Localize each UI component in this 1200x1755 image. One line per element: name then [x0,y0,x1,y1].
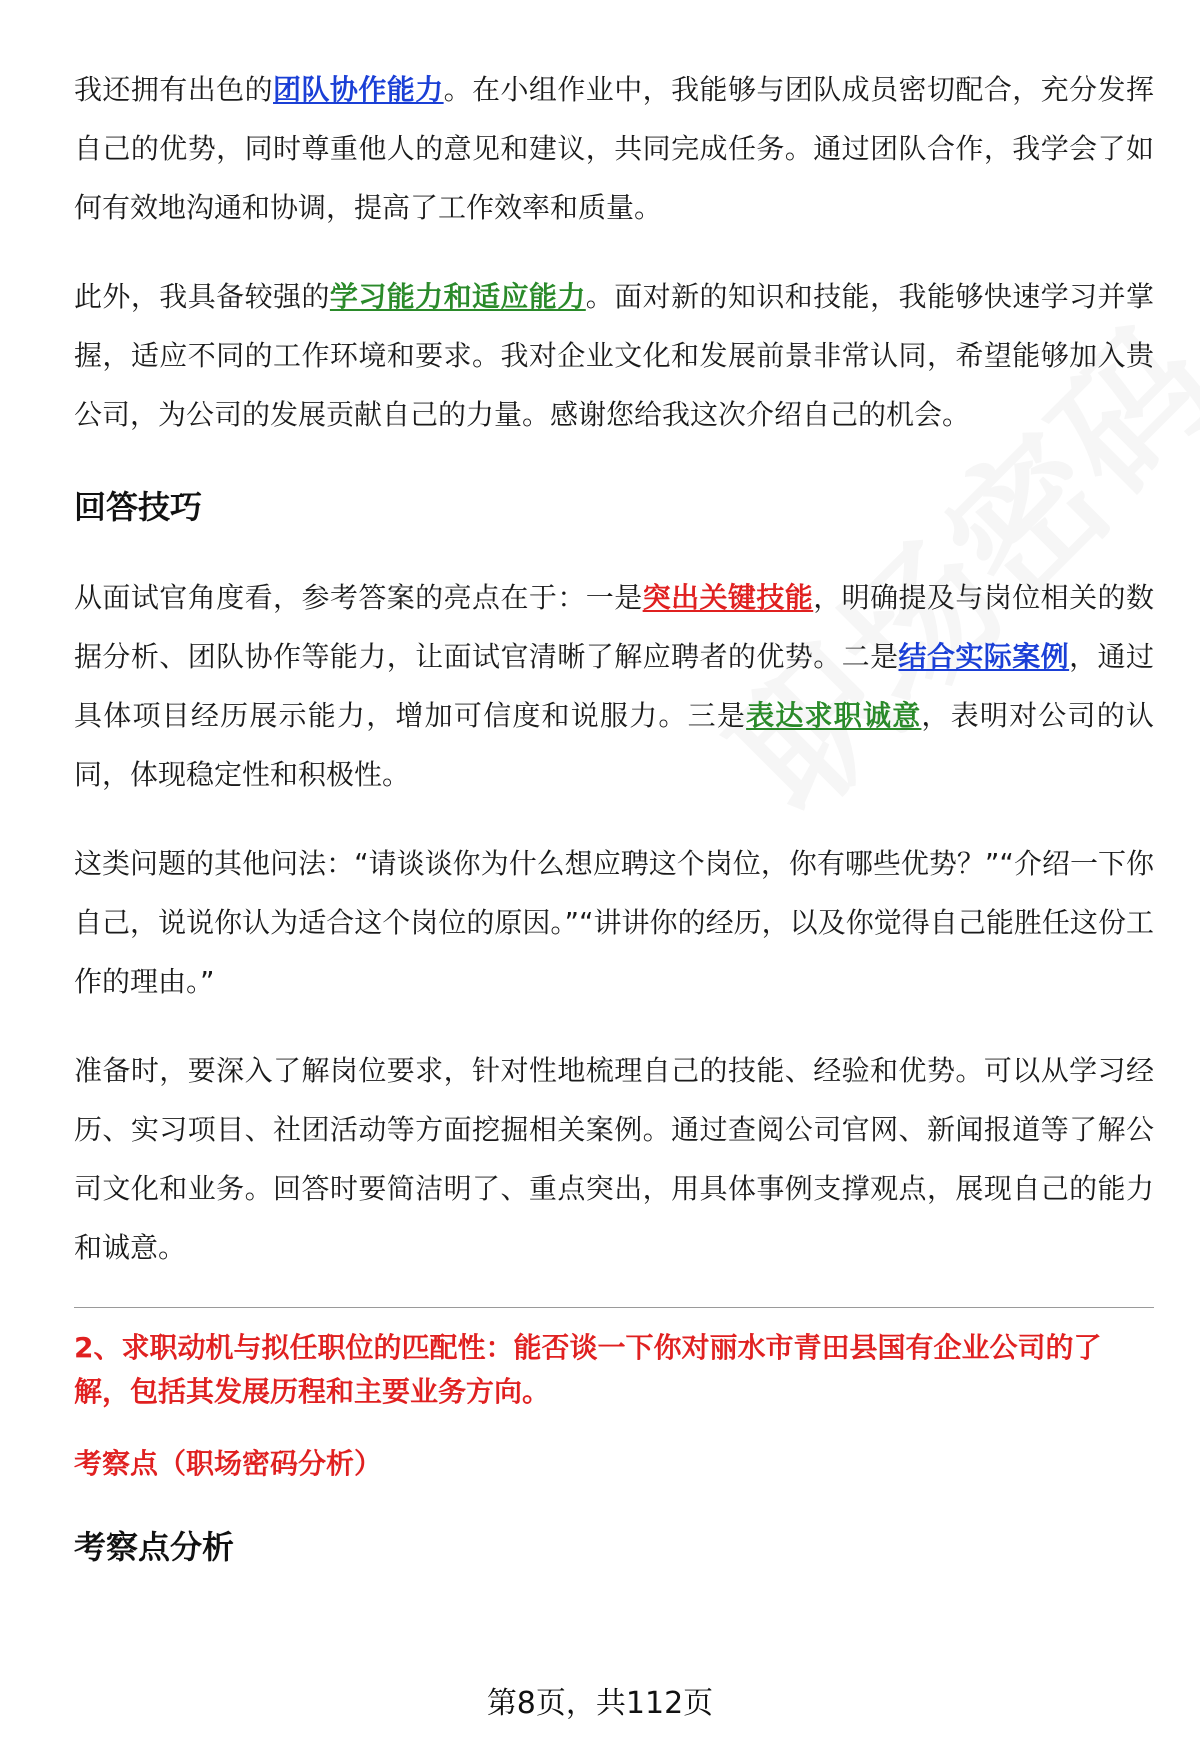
paragraph-text: 我还拥有出色的 [74,73,274,106]
paragraph-preparation: 准备时，要深入了解岗位要求，针对性地梳理自己的技能、经验和优势。可以从学习经历、实习项目、社团活动等方面挖掘相关案例。通过查阅公司官网、新闻报道等了解公司文化和业务。回答时要简洁明了、重点突出，用具体事例支撑观点，展现自己的能力和诚意。 [74,1054,1154,1264]
highlight-key-skills: 突出关键技能 [642,581,814,614]
highlight-real-cases: 结合实际案例 [898,640,1070,673]
page-number: 第8页，共112页 [486,1686,714,1721]
question-title: 2、求职动机与拟任职位的匹配性：能否谈一下你对丽水市青田县国有企业公司的了解，包括其发展历程和主要业务方向。 [74,1331,1102,1408]
paragraph-text: 。在小组作业中，我能够与团队成员密切配合，充分发挥自己的优势，同时尊重他人的意见和建议，共同完成任务。通过团队合作，我学会了如何有效地沟通和协调，提高了工作效率和质量。 [74,73,1154,224]
paragraph-teamwork [74,60,1154,237]
divider [74,1307,1154,1308]
paragraph-text: 此外，我具备较强的 [74,280,330,313]
paragraph-text: ，明确提及与岗位相关的数据分析、团队协作等能力，让面试官清晰了解应聘者的优势。二是 [74,581,1154,673]
highlight-teamwork: 团队协作能力 [273,73,444,106]
document-page [74,60,1154,1608]
paragraph-highlights [74,568,1154,804]
paragraph-learning [74,267,1154,444]
paragraph-text: 从面试官角度看，参考答案的亮点在于：一是 [74,581,643,614]
paragraph-text: ，通过具体项目经历展示能力，增加可信度和说服力。三是 [74,640,1154,732]
paragraph-text: 。面对新的知识和技能，我能够快速学习并掌握，适应不同的工作环境和要求。我对企业文化和发展前景非常认同，希望能够加入贵公司，为公司的发展贡献自己的力量。感谢您给我这次介绍自己的机会。 [74,280,1154,431]
section-title-analysis: 考察点分析 [74,1528,235,1566]
highlight-sincerity: 表达求职诚意 [746,699,922,732]
highlight-learning: 学习能力和适应能力 [329,280,586,313]
section-title-tips: 回答技巧 [74,488,203,526]
paragraph-text: ，表明对公司的认同，体现稳定性和积极性。 [74,699,1154,791]
kaochadian-label: 考察点（职场密码分析） [74,1447,383,1480]
paragraph-other-questions: 这类问题的其他问法：“请谈谈你为什么想应聘这个岗位，你有哪些优势？”“介绍一下你自己，说说你认为适合这个岗位的原因。”“讲讲你的经历，以及你觉得自己能胜任这份工作的理由。” [74,847,1154,998]
